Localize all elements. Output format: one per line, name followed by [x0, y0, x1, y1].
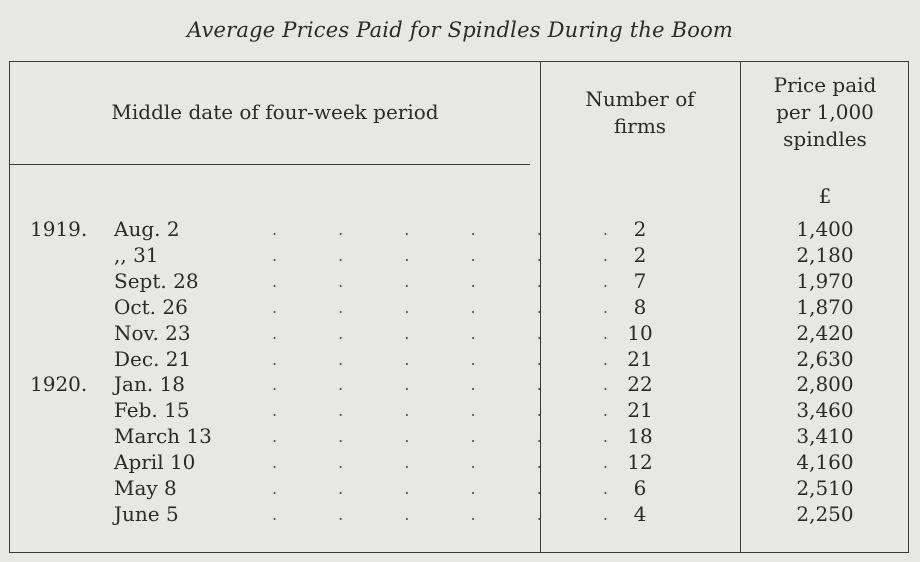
- row-date: April 10: [114, 450, 196, 475]
- leader-dots: . . . . . .: [272, 323, 636, 343]
- row-firms: 7: [633, 268, 647, 293]
- leader-dots: . . . . . .: [272, 453, 636, 473]
- row-firms: 21: [627, 346, 653, 371]
- table-row: [10, 243, 910, 268]
- row-date: Feb. 15: [114, 398, 190, 423]
- row-price: 2,510: [796, 476, 854, 500]
- row-firms: 12: [627, 450, 653, 475]
- table-row: [10, 295, 910, 320]
- row-price: 1,400: [796, 217, 854, 241]
- header-firms: Number of firms: [585, 87, 695, 138]
- row-date: June 5: [114, 501, 179, 526]
- row-date: Nov. 23: [114, 320, 191, 345]
- leader-dots: . . . . . .: [272, 504, 636, 524]
- header-price: Price paid per 1,000 spindles: [773, 73, 877, 151]
- row-year: 1920.: [30, 372, 88, 397]
- header-date: Middle date of four-week period: [111, 100, 439, 124]
- row-firms: 4: [633, 501, 647, 526]
- leader-dots: . . . . . .: [272, 401, 636, 421]
- row-firms: 22: [627, 372, 653, 397]
- row-price: 4,160: [796, 450, 854, 475]
- row-price: 2,800: [796, 372, 854, 397]
- row-price: 2,180: [796, 242, 854, 267]
- row-date: May 8: [114, 476, 177, 500]
- leader-dots: . . . . . .: [272, 220, 636, 239]
- row-price: 3,410: [796, 424, 854, 449]
- row-price: 3,460: [796, 398, 854, 423]
- table-row: [10, 398, 910, 423]
- row-firms: 8: [633, 294, 647, 319]
- row-firms: 6: [633, 476, 647, 500]
- table-title: Average Prices Paid for Spindles During the Boom: [186, 18, 734, 42]
- leader-dots: . . . . . .: [272, 297, 636, 317]
- price-unit: £: [818, 184, 832, 208]
- leader-dots: . . . . . .: [272, 349, 636, 369]
- row-date: Oct. 26: [114, 294, 188, 319]
- leader-dots: . . . . . .: [272, 245, 636, 265]
- row-price: 1,970: [796, 268, 854, 293]
- row-price: 2,250: [796, 501, 854, 526]
- row-date: ,, 31: [114, 242, 159, 267]
- table-row: [10, 347, 910, 372]
- row-date: Aug. 2: [114, 217, 180, 241]
- table-row: [10, 450, 910, 475]
- row-date: March 13: [114, 424, 212, 449]
- leader-dots: . . . . . .: [272, 375, 636, 395]
- table-row: [10, 502, 910, 527]
- leader-dots: . . . . . .: [272, 271, 636, 291]
- row-date: Jan. 18: [114, 372, 185, 397]
- table-row: [10, 217, 910, 242]
- row-price: 2,630: [796, 346, 854, 371]
- row-year: 1919.: [30, 217, 88, 241]
- table-row: [10, 321, 910, 346]
- table-row: [10, 424, 910, 449]
- leader-dots: . . . . . .: [272, 479, 636, 498]
- row-firms: 18: [627, 424, 653, 449]
- row-firms: 2: [633, 242, 647, 267]
- row-date: Sept. 28: [114, 268, 199, 293]
- row-firms: 21: [627, 398, 653, 423]
- leader-dots: . . . . . .: [272, 427, 636, 447]
- row-firms: 10: [627, 320, 653, 345]
- header-rule: [10, 164, 530, 165]
- table-row: [10, 372, 910, 397]
- row-firms: 2: [633, 217, 647, 241]
- table-row: [10, 476, 910, 501]
- table-row: [10, 269, 910, 294]
- price-table: [9, 61, 909, 553]
- row-price: 1,870: [796, 294, 854, 319]
- row-price: 2,420: [796, 320, 854, 345]
- row-date: Dec. 21: [114, 346, 192, 371]
